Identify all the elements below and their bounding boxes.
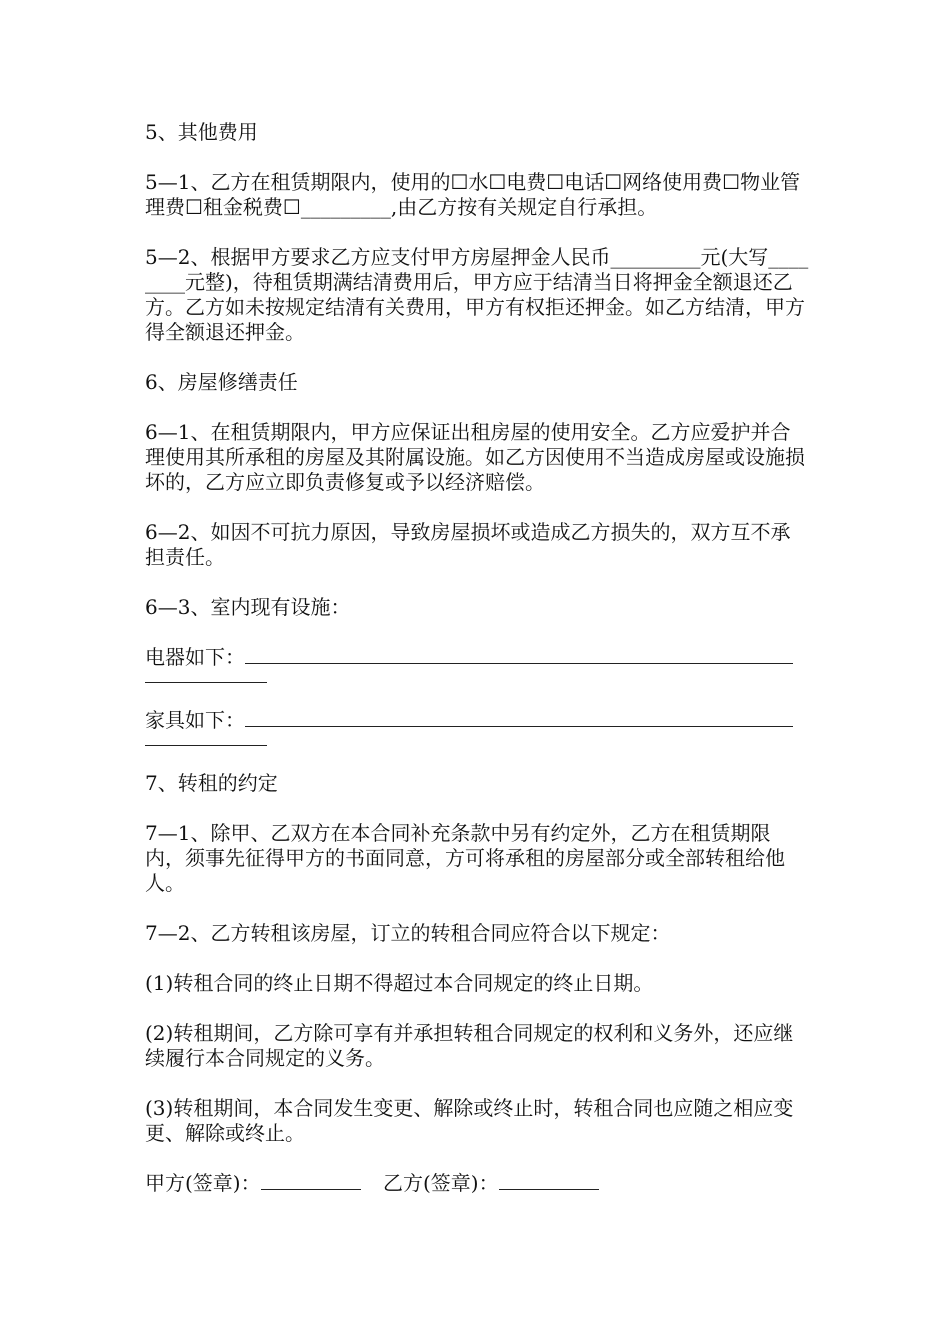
clause-6-1: 6—1、在租赁期限内，甲方应保证出租房屋的使用安全。乙方应爱护并合理使用其所承租的房屋及其附属设施。如乙方因使用不当造成房屋或设施损坏的，乙方应立即负责修复或予以经济赔偿。	[145, 420, 805, 494]
section-7-title: 7、转租的约定	[145, 771, 278, 795]
furniture-label: 家具如下：	[145, 708, 245, 732]
clause-5-1: 5—1、乙方在租赁期限内，使用的☐水☐电费☐电话☐网络使用费☐物业管理费☐租金税费☐_________,由乙方按有关规定自行承担。	[145, 170, 801, 219]
section-6-title: 6、房屋修缮责任	[145, 370, 298, 394]
clause-6-3: 6—3、室内现有设施：	[145, 595, 351, 619]
signature-row	[145, 1171, 810, 1196]
clause-5-2: 5—2、根据甲方要求乙方应支付甲方房屋押金人民币_________元(大写________元整)，待租赁期满结清费用后，甲方应于结清当日将押金全额退还乙方。乙方如未按规定结清有关费用，甲方有权拒还押金。如乙方结清，甲方得全额退还押金。	[145, 245, 809, 344]
clause-7-2: 7—2、乙方转租该房屋，订立的转租合同应符合以下规定：	[145, 921, 671, 945]
appliances-label: 电器如下：	[145, 645, 245, 669]
section-5-title: 5、其他费用	[145, 120, 258, 144]
clause-7-2-item-1: (1)转租合同的终止日期不得超过本合同规定的终止日期。	[145, 971, 654, 995]
clause-7-2-item-2: (2)转租期间，乙方除可享有并承担转租合同规定的权利和义务外，还应继续履行本合同规定的义务。	[145, 1021, 794, 1070]
furniture-blank-continued	[145, 733, 267, 746]
appliances-row	[145, 645, 810, 670]
furniture-row	[145, 708, 810, 733]
party-b-signature-label: 乙方(签章)：	[382, 1171, 499, 1195]
furniture-blank	[245, 708, 793, 727]
appliances-blank-continued	[145, 670, 267, 683]
clause-7-2-item-3: (3)转租期间，本合同发生变更、解除或终止时，转租合同也应随之相应变更、解除或终止。	[145, 1096, 794, 1145]
clause-7-1: 7—1、除甲、乙双方在本合同补充条款中另有约定外，乙方在租赁期限内，须事先征得甲方的书面同意，方可将承租的房屋部分或全部转租给他人。	[145, 821, 785, 895]
party-a-signature-blank	[261, 1171, 361, 1190]
appliances-blank	[245, 645, 793, 664]
clause-6-2: 6—2、如因不可抗力原因，导致房屋损坏或造成乙方损失的，双方互不承担责任。	[145, 520, 791, 569]
party-a-signature-label: 甲方(签章)：	[145, 1171, 261, 1195]
party-b-signature-blank	[499, 1171, 599, 1190]
